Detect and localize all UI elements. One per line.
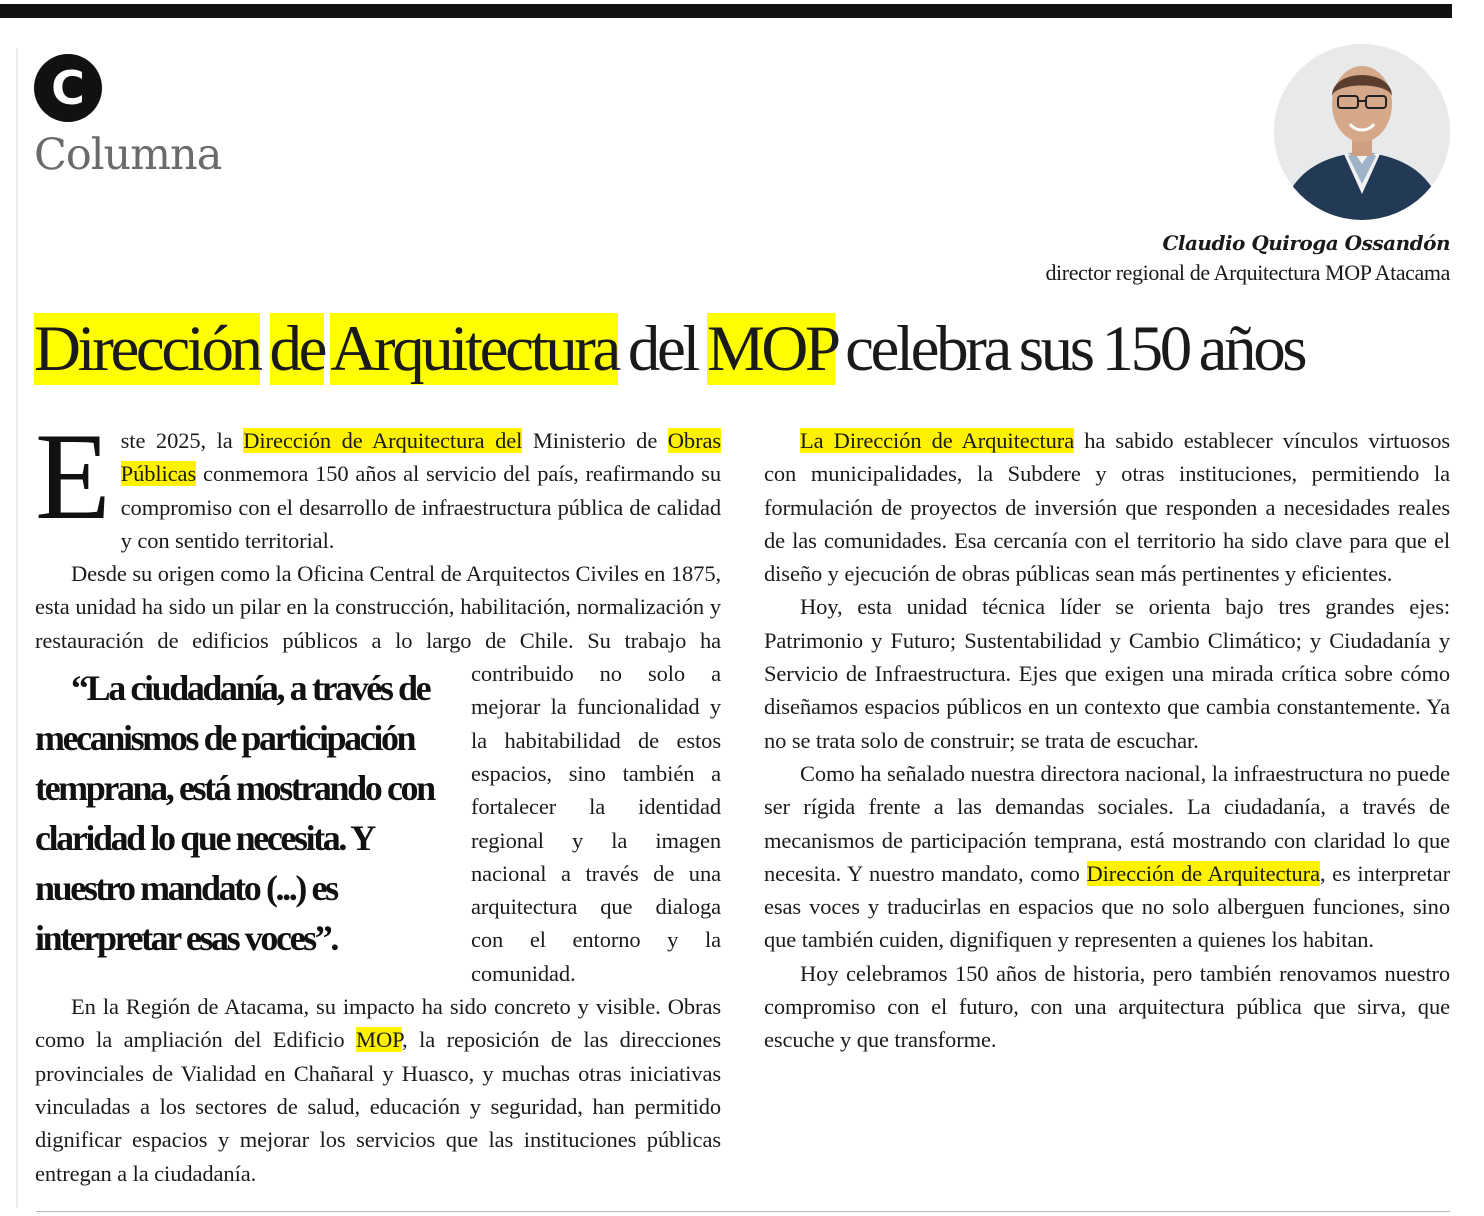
bottom-rule: [36, 1211, 1450, 1212]
drop-cap: E: [35, 408, 111, 545]
headline-word: del: [627, 313, 698, 385]
pull-quote: “La ciudadanía, a través de mecanismos de participación temprana, está mostrando con claridad lo que necesita. Y nuestro mandato (...) es interpretar esas voces”.: [35, 668, 434, 959]
top-rule: [0, 4, 1452, 18]
author-byline: [1045, 228, 1450, 288]
headline-word: MOP: [706, 313, 836, 385]
text-run: de Chile. Su trabajo ha contribuido no solo a mejorar la funcionalidad y la habitabilidad de estos espacios, sino también a fortalecer la identidad regional y la imagen nacional a través de una arquitectura que dialoga con el entorno y la comunidad.: [471, 627, 721, 986]
highlight: La Dirección de Arquitectura: [800, 428, 1075, 453]
article-paragraph: [764, 424, 1450, 590]
article-column-left: [35, 408, 722, 1190]
article-paragraph: Hoy, esta unidad técnica líder se orienta bajo tres grandes ejes: Patrimonio y Futuro; Sustentabilidad y Cambio Climático; y Ciudadanía y Servicio de Infraestructura. Ejes que exigen una mirada crítica sobre cómo diseñamos espacios públicos en un contexto que cambia constantemente. Ya no se trata solo de construir; se trata de escuchar.: [764, 594, 1450, 753]
author-portrait-svg: [1274, 44, 1450, 220]
headline-word: Arquitectura: [330, 313, 619, 385]
text-run: conmemora 150 años al servicio del país, reafirmando su compromiso con el desarrollo de infraestructura pública de calidad y con sentido territorial.: [120, 461, 721, 553]
article-paragraph: [35, 408, 722, 557]
text-run: , es interpretar esas voces y traducirlas en espacios que no solo alberguen funciones, sino que también cuiden, dignifiquen y representen a quienes los habitan.: [764, 860, 1450, 953]
text-run: ste 2025, la: [120, 428, 244, 453]
text-run: , la reposición de las direcciones provinciales de Vialidad en Chañaral y Huasco, y muchas otras iniciativas vinculadas a los sectores de salud, educación y seguridad, han permitido dignificar espacios y mejorar los servicios que las instituciones públicas entregan a la ciudadanía.: [35, 1027, 721, 1186]
text-run: Desde su origen como la Oficina Central de Arquitectos Civiles en 1875, esta unidad ha sido un pilar en la construcción, habilitación, normalización y restauración de edificios públicos a lo largo: [35, 561, 721, 653]
highlight: Obras Públicas: [120, 428, 722, 487]
author-role: director regional de Arquitectura MOP Atacama: [1045, 260, 1450, 285]
headline-word: de: [269, 313, 325, 385]
text-run: Ministerio de: [522, 428, 668, 453]
article-paragraph: [764, 757, 1450, 957]
article-paragraph: [35, 557, 721, 990]
section-label: Columna: [34, 130, 222, 180]
column-logo-letter: C: [51, 61, 85, 115]
headline-word: Dirección: [34, 313, 260, 385]
text-run: En la Región de Atacama, su impacto ha sido concreto y visible. Obras como la ampliación del Edificio: [35, 994, 721, 1053]
author-portrait-icon: [1274, 44, 1450, 220]
text-run: ha sabido establecer vínculos virtuosos con municipalidades, la Subdere y otras instituciones, permitiendo la formulación de proyectos de inversión que responden a necesidades reales de las comunidades. Esa cercanía con el territorio ha sido clave para que el diseño y ejecución de obras públicas sean más pertinentes y eficientes.: [764, 428, 1450, 587]
author-name: Claudio Quiroga Ossandón: [1162, 231, 1450, 255]
highlight: MOP: [356, 1027, 403, 1053]
highlight: Dirección de Arquitectura del: [243, 428, 523, 453]
highlight: Dirección de Arquitectura: [1086, 860, 1320, 886]
headline-tail: celebra sus 150 años: [845, 313, 1305, 385]
column-logo-icon: [34, 54, 102, 122]
article-paragraph: [35, 990, 721, 1190]
headline: [34, 303, 1464, 395]
text-run: Como ha señalado nuestra directora nacional, la infraestructura no puede ser rígida frente a las demandas sociales. La ciudadanía, a través de mecanismos de participación temprana, está mostrando con claridad lo que necesita. Y nuestro mandato, como: [764, 760, 1450, 886]
article-column-right: [764, 424, 1450, 1057]
left-margin-rule: [16, 48, 18, 1208]
article-paragraph: Hoy celebramos 150 años de historia, pero también renovamos nuestro compromiso con el futuro, con una arquitectura pública que sirva, que escuche y que transforme.: [764, 960, 1450, 1053]
